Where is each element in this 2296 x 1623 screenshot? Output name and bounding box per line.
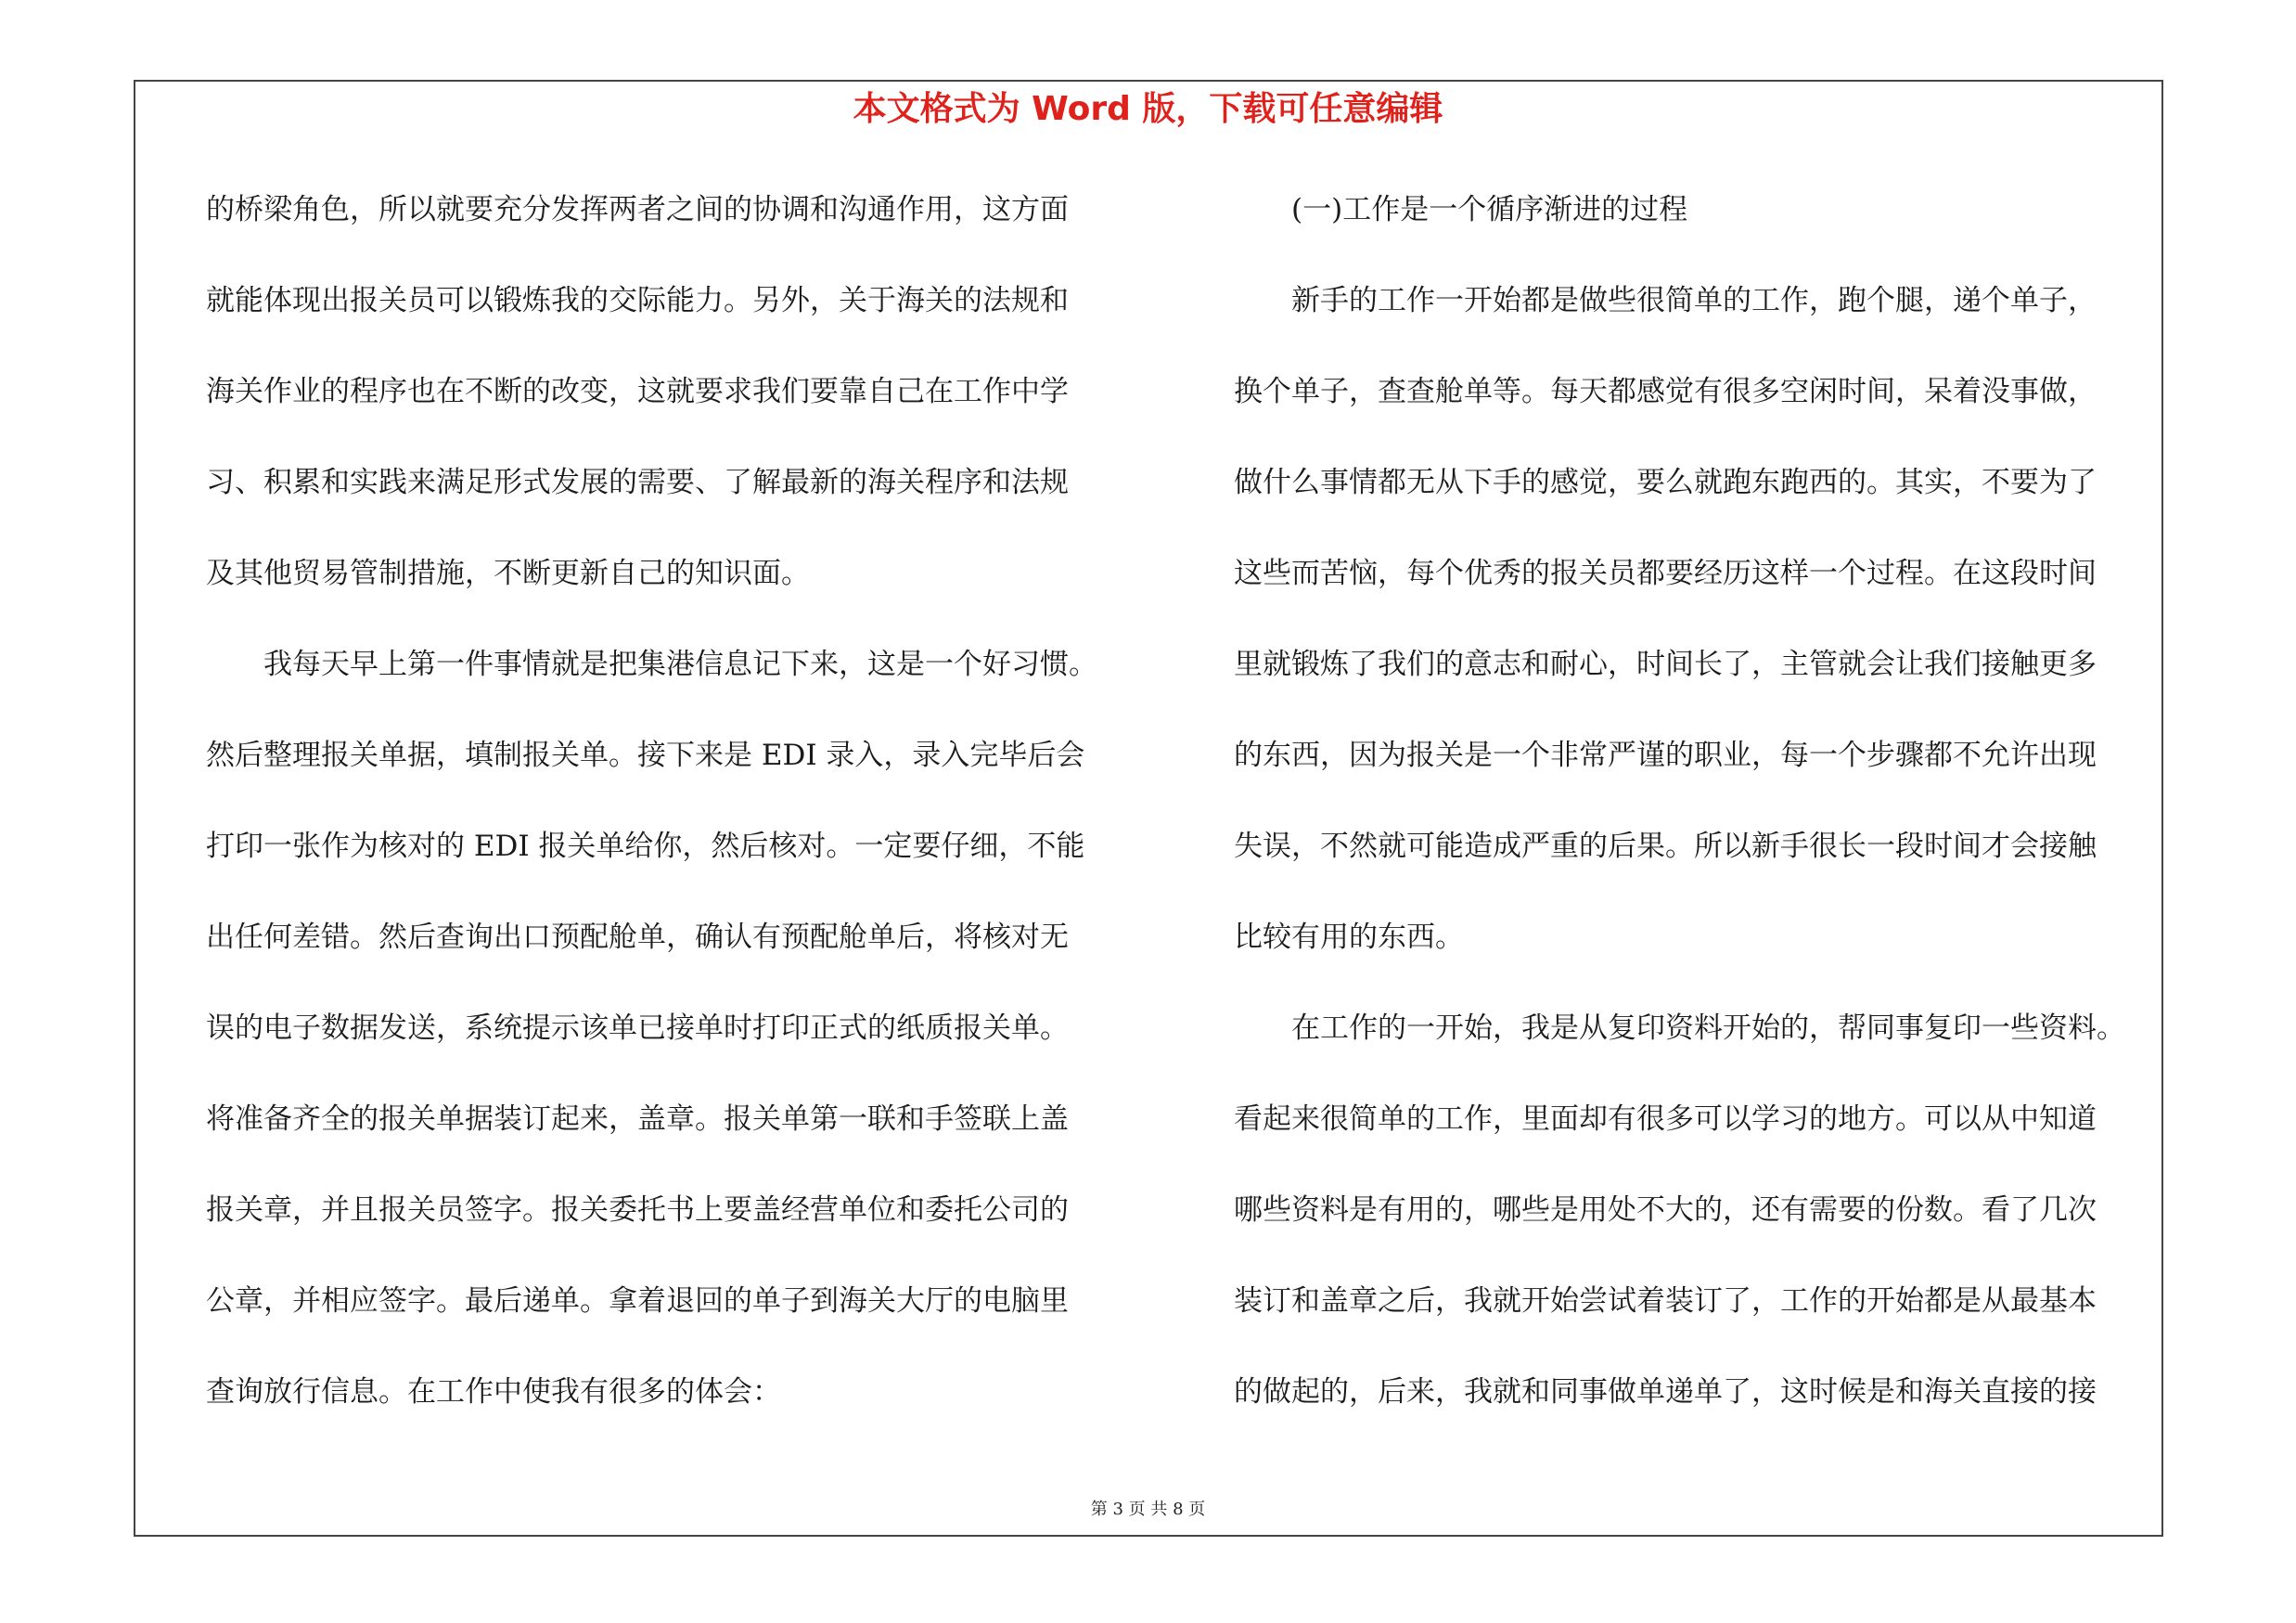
text-line: 然后整理报关单据，填制报关单。接下来是 EDI 录入，录入完毕后会 [206,739,1085,772]
text-line: 的桥梁角色，所以就要充分发挥两者之间的协调和沟通作用，这方面 [206,193,1069,226]
text-line: 比较有用的东西。 [1234,921,1464,954]
text-line: 误的电子数据发送，系统提示该单已接单时打印正式的纸质报关单。 [206,1011,1069,1045]
text-line: 习、积累和实践来满足形式发展的需要、了解最新的海关程序和法规 [206,466,1069,499]
text-line: 新手的工作一开始都是做些很简单的工作，跑个腿，递个单子， [1234,284,2097,317]
text-line: 我每天早上第一件事情就是把集港信息记下来，这是一个好习惯。 [206,648,1097,681]
text-line: 将准备齐全的报关单据装订起来，盖章。报关单第一联和手签联上盖 [206,1102,1069,1136]
text-line: 在工作的一开始，我是从复印资料开始的，帮同事复印一些资料。 [1234,1011,2125,1045]
text-line: 海关作业的程序也在不断的改变，这就要求我们要靠自己在工作中学 [206,375,1069,408]
text-line: 出任何差错。然后查询出口预配舱单，确认有预配舱单后，将核对无 [206,921,1069,954]
text-line: 就能体现出报关员可以锻炼我的交际能力。另外，关于海关的法规和 [206,284,1069,317]
text-line: 里就锻炼了我们的意志和耐心，时间长了，主管就会让我们接触更多 [1234,648,2097,681]
text-line: 报关章，并且报关员签字。报关委托书上要盖经营单位和委托公司的 [206,1193,1069,1227]
text-line: 换个单子，查查舱单等。每天都感觉有很多空闲时间，呆着没事做， [1234,375,2097,408]
text-line: 装订和盖章之后，我就开始尝试着装订了，工作的开始都是从最基本 [1234,1284,2097,1318]
text-line: 公章，并相应签字。最后递单。拿着退回的单子到海关大厅的电脑里 [206,1284,1069,1318]
text-line: 看起来很简单的工作，里面却有很多可以学习的地方。可以从中知道 [1234,1102,2097,1136]
text-line: 哪些资料是有用的，哪些是用处不大的，还有需要的份数。看了几次 [1234,1193,2097,1227]
text-line: 的做起的，后来，我就和同事做单递单了，这时候是和海关直接的接 [1234,1375,2097,1409]
text-line: 做什么事情都无从下手的感觉，要么就跑东跑西的。其实，不要为了 [1234,466,2097,499]
text-line: 的东西，因为报关是一个非常严谨的职业，每一个步骤都不允许出现 [1234,739,2097,772]
page-number-footer: 第 3 页 共 8 页 [1090,1500,1206,1519]
word-format-banner: 本文格式为 Word 版，下载可任意编辑 [853,90,1443,128]
text-line: 查询放行信息。在工作中使我有很多的体会： [206,1375,781,1409]
text-line: 及其他贸易管制措施，不断更新自己的知识面。 [206,557,810,590]
text-line: 失误，不然就可能造成严重的后果。所以新手很长一段时间才会接触 [1234,830,2097,863]
text-line: 这些而苦恼，每个优秀的报关员都要经历这样一个过程。在这段时间 [1234,557,2097,590]
text-line: (一)工作是一个循序渐进的过程 [1234,193,1688,226]
text-line: 打印一张作为核对的 EDI 报关单给你，然后核对。一定要仔细，不能 [206,830,1085,863]
